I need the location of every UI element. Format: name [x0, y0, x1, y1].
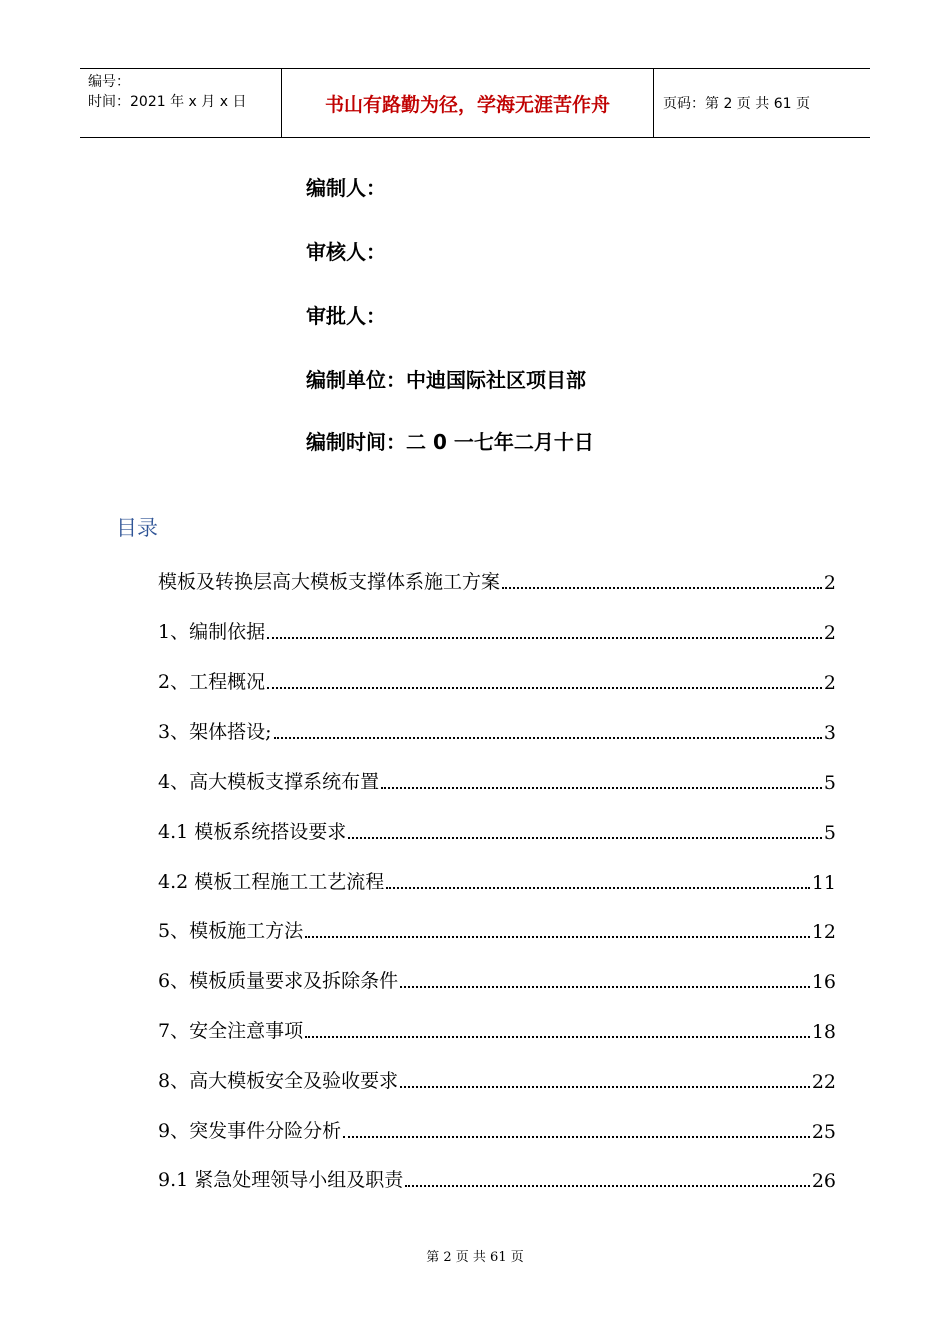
- toc-entry-text: 9、突发事件分险分析: [158, 1120, 342, 1142]
- toc-entry-text: 4、高大模板支撑系统布置: [158, 771, 380, 793]
- document-number-label: 编号：: [88, 74, 130, 90]
- header-meta: [80, 69, 282, 137]
- toc-entry-page: 3: [823, 722, 836, 744]
- toc-entry-text: 1、编制依据: [158, 621, 266, 643]
- toc-entry-page: 2: [823, 572, 836, 594]
- toc-leader: [405, 1185, 810, 1187]
- toc-entry-text: 7、安全注意事项: [158, 1020, 304, 1042]
- toc-entry[interactable]: [158, 963, 836, 993]
- toc-entry-page: 5: [823, 822, 836, 844]
- toc-entry[interactable]: [158, 913, 836, 943]
- page-footer: 第 2 页 共 61 页: [426, 1250, 524, 1265]
- toc-entry-text: 4.1 模板系统搭设要求: [158, 821, 347, 843]
- toc-leader: [343, 1136, 810, 1138]
- toc-entry-page: 26: [811, 1170, 836, 1192]
- compiler-line: 编制人：: [306, 176, 386, 200]
- toc-entry-page: 18: [811, 1021, 836, 1043]
- toc-entry-text: 6、模板质量要求及拆除条件: [158, 970, 399, 992]
- toc-entry-text: 9.1 紧急处理领导小组及职责: [158, 1169, 404, 1191]
- toc-leader: [400, 1086, 810, 1088]
- toc-entry[interactable]: [158, 814, 836, 844]
- toc-entry-page: 2: [823, 672, 836, 694]
- toc-leader: [502, 587, 822, 589]
- toc-entry-text: 模板及转换层高大模板支撑体系施工方案: [158, 571, 501, 593]
- compiling-date-line: 编制时间：二 0 一七年二月十日: [306, 430, 594, 454]
- compiling-unit-line: 编制单位：中迪国际社区项目部: [306, 368, 586, 392]
- toc-entry-text: 4.2 模板工程施工工艺流程: [158, 871, 385, 893]
- toc-leader: [400, 986, 810, 988]
- toc-entry-text: 5、模板施工方法: [158, 920, 304, 942]
- toc-leader: [381, 787, 822, 789]
- toc-entry[interactable]: [158, 864, 836, 894]
- toc-entry-page: 25: [811, 1121, 836, 1143]
- toc-entry-text: 2、工程概况: [158, 671, 266, 693]
- toc-leader: [305, 1036, 810, 1038]
- toc-entry[interactable]: [158, 764, 836, 794]
- reviewer-line: 审核人：: [306, 240, 386, 264]
- toc-entry[interactable]: [158, 564, 836, 594]
- toc-entry-page: 11: [811, 872, 836, 894]
- toc-entry[interactable]: [158, 1013, 836, 1043]
- toc-leader: [274, 737, 822, 739]
- toc-entry-page: 2: [823, 622, 836, 644]
- toc-entry-page: 22: [811, 1071, 836, 1093]
- toc-entry[interactable]: [158, 714, 836, 744]
- toc-entry-page: 5: [823, 772, 836, 794]
- toc-entry-page: 16: [811, 971, 836, 993]
- toc-entry[interactable]: [158, 664, 836, 694]
- toc-entry-page: 12: [811, 921, 836, 943]
- toc-leader: [348, 837, 822, 839]
- toc-entry[interactable]: [158, 1113, 836, 1143]
- toc-entry[interactable]: [158, 1063, 836, 1093]
- header-motto: 书山有路勤为径，学海无涯苦作舟: [282, 69, 654, 137]
- toc-entry[interactable]: [158, 614, 836, 644]
- toc-leader: [386, 887, 810, 889]
- toc-leader: [305, 936, 810, 938]
- document-date: 时间：2021 年 x 月 x 日: [88, 94, 247, 110]
- toc-title: 目录: [116, 516, 158, 540]
- toc-entry-text: 3、架体搭设;: [158, 721, 272, 743]
- toc-leader: [267, 687, 822, 689]
- header-page-info: 页码：第 2 页 共 61 页: [663, 96, 810, 112]
- page-header: [80, 68, 870, 138]
- toc-entry[interactable]: [158, 1162, 836, 1192]
- toc-leader: [267, 637, 822, 639]
- toc-entry-text: 8、高大模板安全及验收要求: [158, 1070, 399, 1092]
- approver-line: 审批人：: [306, 304, 386, 328]
